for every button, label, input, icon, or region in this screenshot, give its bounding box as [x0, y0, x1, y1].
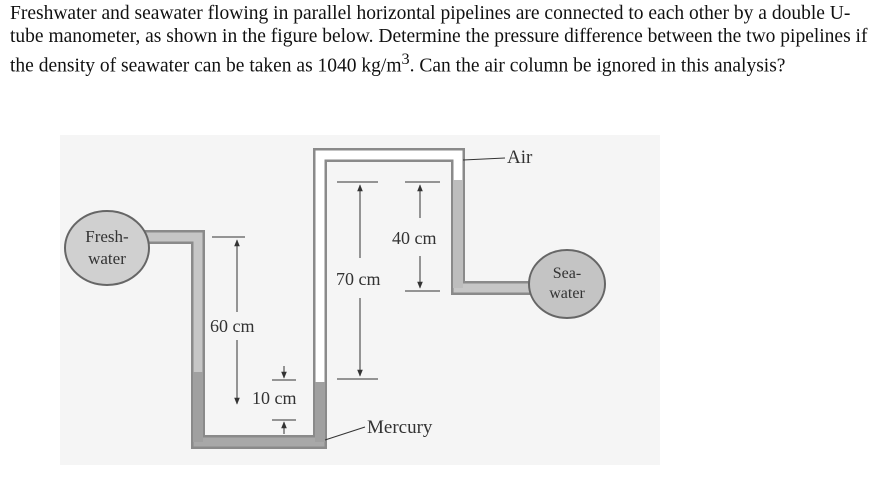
dimension-40cm-label: 40 cm	[392, 228, 437, 248]
air-label: Air	[507, 147, 533, 168]
seawater-label-line1: Sea-	[552, 265, 582, 282]
freshwater-pipe	[65, 211, 149, 285]
problem-superscript: 3	[401, 50, 410, 68]
freshwater-label-line2: water	[88, 249, 126, 268]
dimension-60cm-label: 60 cm	[210, 316, 255, 336]
problem-text-part2: . Can the air column be ignored in this analysis?	[409, 55, 786, 77]
seawater-right-level	[453, 180, 463, 288]
problem-text-part1: Freshwater and seawater flowing in parallel horizontal pipelines are connected to each other by a double U-tube manometer, as shown in the figure below. Determine the pressure difference between the two pipelines if the density of seawater can be taken as 1040 kg/m	[10, 3, 868, 77]
mercury-right-level	[315, 382, 325, 442]
freshwater-label-line1: Fresh-	[85, 227, 129, 246]
seawater-label-line2: water	[549, 285, 585, 302]
dimension-10cm-label: 10 cm	[252, 388, 297, 408]
seawater-pipe	[529, 250, 605, 318]
mercury-left-level	[193, 372, 203, 442]
dimension-70cm-label: 70 cm	[336, 269, 381, 289]
mercury-label: Mercury	[367, 417, 433, 438]
